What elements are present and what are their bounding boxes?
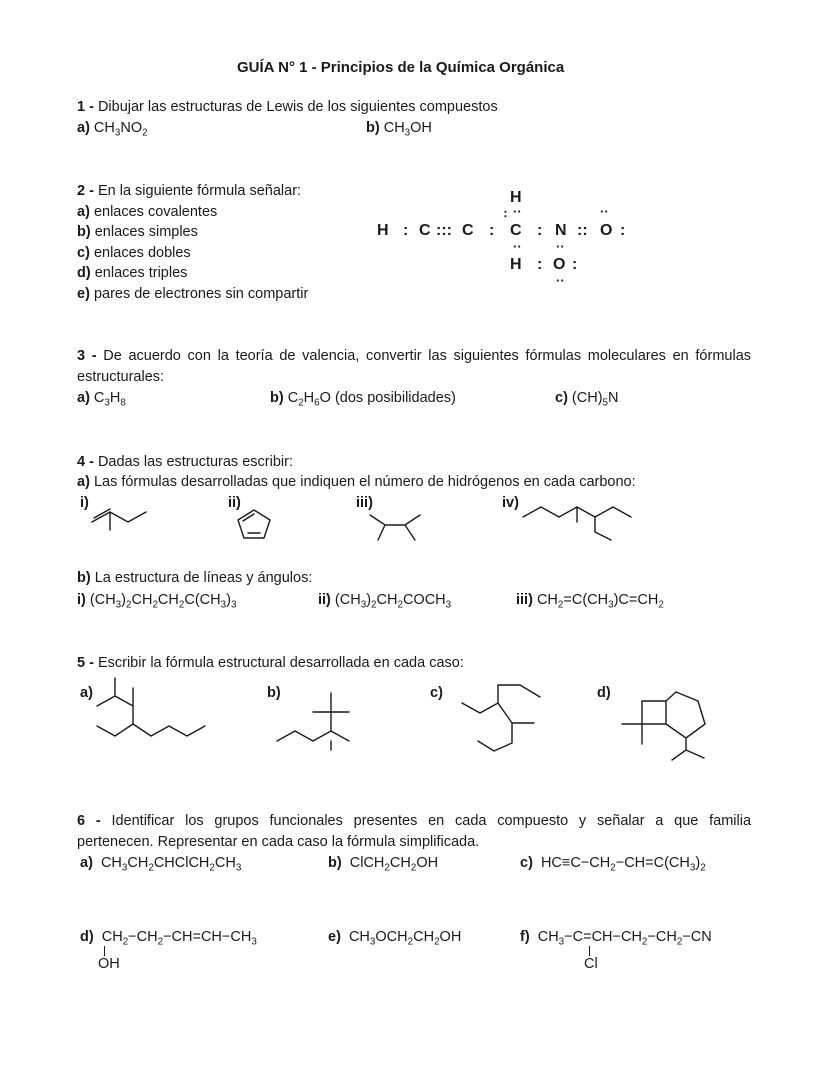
- question-number: 5 -: [77, 655, 94, 671]
- item-label: d): [77, 265, 91, 281]
- q4-label-i: i): [80, 495, 89, 511]
- question-text: Identificar los grupos funcionales presentes en cada compuesto y señalar a que familia: [111, 813, 752, 829]
- lone-pair: ··: [556, 239, 565, 254]
- atom-h-top: H: [510, 189, 522, 206]
- item-label: a): [80, 855, 93, 871]
- q6-item-b: b) $ClCH_2CH_2OH$: [328, 855, 439, 874]
- item-label: b): [77, 224, 91, 240]
- q6-item-f: f) $CH_3-C=CH-CH_2-CH_2-CN$: [520, 929, 712, 948]
- item-label: b): [77, 570, 91, 586]
- q1-item-b: b) $CH_3OH$: [366, 120, 432, 139]
- q5-label-a: a): [80, 685, 93, 701]
- item-label: iii): [516, 592, 533, 608]
- item-label: a): [77, 390, 90, 406]
- atom-c: C: [462, 222, 474, 239]
- atom-o-lower: O: [553, 256, 566, 273]
- item-note: (dos posibilidades): [334, 390, 456, 406]
- item-label: i): [77, 592, 86, 608]
- bond-single: :: [537, 222, 543, 239]
- item-label: b): [366, 120, 380, 136]
- bond-double: ::: [577, 222, 588, 239]
- question-number: 3 -: [77, 348, 97, 364]
- q4-label-ii: ii): [228, 495, 241, 511]
- q4-b-item-iii: iii) $CH_2=C(CH_3)C=CH_2$: [516, 592, 664, 611]
- item-label: a): [77, 474, 90, 490]
- structure-q5-d: [622, 692, 705, 760]
- question-text: Escribir la fórmula estructural desarrollada en cada caso:: [97, 655, 464, 671]
- bond-line: [589, 946, 590, 956]
- atom-h: H: [377, 222, 389, 239]
- item-label: c): [555, 390, 568, 406]
- item-label: e): [328, 929, 341, 945]
- q4-label-iv: iv): [502, 495, 519, 511]
- question-number: 6 -: [77, 813, 101, 829]
- q4-label-iii: iii): [356, 495, 373, 511]
- question-number: 2 -: [77, 183, 94, 199]
- atom-c: C: [419, 222, 431, 239]
- question-text: En la siguiente fórmula señalar:: [97, 183, 302, 199]
- substituent-oh: OH: [98, 956, 120, 972]
- question-text: Dadas las estructuras escribir:: [97, 454, 293, 470]
- q3-item-a: a) $C_3H_8$: [77, 390, 126, 409]
- item-text: enlaces triples: [94, 265, 188, 281]
- q6-item-a: a) $CH_3CH_2CHClCH_2CH_3$: [80, 855, 242, 874]
- item-label: e): [77, 286, 90, 302]
- item-label: c): [77, 245, 90, 261]
- lone-pair: :: [620, 222, 626, 239]
- item-label: f): [520, 929, 530, 945]
- q5-label-b: b): [267, 685, 281, 701]
- item-label: a): [77, 204, 90, 220]
- item-label: b): [328, 855, 342, 871]
- q1-item-a: a) $CH_3NO_2$: [77, 120, 148, 139]
- atom-c-center: C: [510, 222, 522, 239]
- question-number: 1 -: [77, 99, 94, 115]
- item-label: b): [270, 390, 284, 406]
- bond-triple: :::: [436, 222, 452, 239]
- item-text: enlaces dobles: [93, 245, 191, 261]
- item-text: Las fórmulas desarrolladas que indiquen el número de hidrógenos en cada carbono:: [93, 474, 636, 490]
- structure-q5-c: [462, 685, 540, 751]
- q6-item-e: e) $CH_3OCH_2CH_2OH$: [328, 929, 462, 948]
- lone-pair: :: [572, 256, 578, 273]
- q4-b-item-ii: ii) $(CH_3)_2CH_2COCH_3$: [318, 592, 452, 611]
- q6-item-c: c) $HC\equiv C-CH_2-CH=C(CH_3)_2$: [520, 855, 706, 874]
- structure-q5-b: [277, 693, 349, 750]
- lone-pair: ··: [600, 204, 609, 219]
- item-text: enlaces covalentes: [93, 204, 218, 220]
- page-title: GUÍA N° 1 - Principios de la Química Orgánica: [237, 59, 565, 76]
- bond-line: [104, 946, 105, 956]
- bond-single: :: [489, 222, 495, 239]
- q3-item-b: b) $C_2H_6O$ (dos posibilidades): [270, 390, 456, 409]
- item-label: ii): [318, 592, 331, 608]
- question-number: 4 -: [77, 454, 94, 470]
- q5-label-c: c): [430, 685, 443, 701]
- lone-pair: ··: [498, 210, 513, 219]
- substituent-cl: Cl: [584, 956, 598, 972]
- question-3-cont: estructurales:: [77, 369, 165, 385]
- item-label: d): [80, 929, 94, 945]
- item-text: La estructura de líneas y ángulos:: [94, 570, 313, 586]
- item-label: c): [520, 855, 533, 871]
- item-label: a): [77, 120, 90, 136]
- lone-pair: ··: [556, 273, 565, 288]
- lone-pair: ··: [513, 204, 522, 219]
- lone-pair: :: [537, 256, 543, 273]
- item-text: pares de electrones sin compartir: [93, 286, 309, 302]
- item-text: enlaces simples: [94, 224, 198, 240]
- q4-b-item-i: i) $(CH_3)_2CH_2CH_2C(CH_3)_3$: [77, 592, 237, 611]
- question-6-cont: pertenecen. Representar en cada caso la fórmula simplificada.: [77, 834, 480, 850]
- atom-o: O: [600, 222, 613, 239]
- question-text: De acuerdo con la teoría de valencia, convertir las siguientes fórmulas moleculares en fórmulas: [103, 348, 752, 364]
- q6-item-d: d) $CH_2-CH_2-CH=CH-CH_3$: [80, 929, 257, 948]
- atom-n: N: [555, 222, 567, 239]
- atom-h-bottom: H: [510, 256, 522, 273]
- q5-label-d: d): [597, 685, 611, 701]
- structure-q5-a: [97, 678, 205, 736]
- bond-single: :: [403, 222, 409, 239]
- q3-item-c: c) $(CH)_5N$: [555, 390, 619, 409]
- lone-pair: ··: [513, 239, 522, 254]
- question-6: [77, 813, 751, 830]
- question-text: Dibujar las estructuras de Lewis de los siguientes compuestos: [97, 99, 498, 115]
